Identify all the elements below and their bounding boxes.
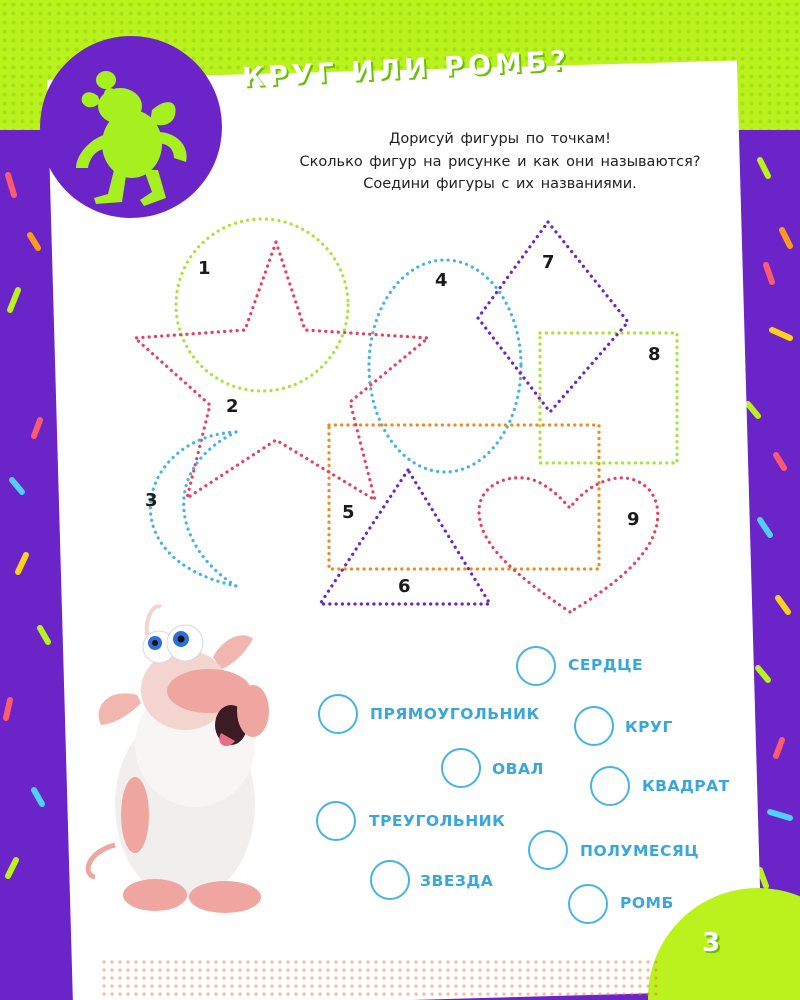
- figure-number: 4: [435, 270, 448, 291]
- figure-number: 3: [145, 490, 158, 511]
- halftone-dots-bottom: [100, 950, 660, 1000]
- name-label-zvezda: ЗВЕЗДА: [420, 872, 494, 890]
- name-label-oval: ОВАЛ: [492, 760, 544, 778]
- name-label-sertse: СЕРДЦЕ: [568, 656, 644, 674]
- answer-circle-polumesyats[interactable]: [528, 830, 568, 870]
- instruction-line: Дорисуй фигуры по точкам!: [389, 131, 611, 147]
- name-label-treugolnik: ТРЕУГОЛЬНИК: [369, 812, 506, 830]
- figure-number: 7: [542, 252, 555, 273]
- page-number: 3: [702, 928, 721, 958]
- figure-number: 5: [342, 502, 355, 523]
- figure-oval: [369, 260, 521, 472]
- answer-circle-krug[interactable]: [574, 706, 614, 746]
- answer-circle-pryamougolnik[interactable]: [318, 694, 358, 734]
- figure-number: 6: [398, 576, 411, 597]
- figure-circle: [176, 219, 348, 391]
- figure-number: 9: [627, 509, 640, 530]
- answer-circle-kvadrat[interactable]: [590, 766, 630, 806]
- instruction-line: Соедини фигуры с их названиями.: [363, 176, 637, 192]
- figure-rectangle: [329, 425, 599, 569]
- page-title: КРУГ ИЛИ РОМБ?: [241, 45, 571, 94]
- name-label-romb: РОМБ: [620, 894, 674, 912]
- figure-number: 2: [226, 396, 239, 417]
- answer-circle-zvezda[interactable]: [370, 860, 410, 900]
- figure-rhombus: [478, 222, 628, 412]
- figure-star: [135, 242, 428, 500]
- figure-heart: [479, 478, 658, 612]
- figure-crescent: [150, 432, 236, 586]
- name-label-krug: КРУГ: [625, 718, 673, 736]
- figure-number: 8: [648, 344, 661, 365]
- name-label-kvadrat: КВАДРАТ: [642, 777, 730, 795]
- name-label-polumesyats: ПОЛУМЕСЯЦ: [580, 842, 700, 860]
- figure-number: 1: [198, 258, 211, 279]
- answer-circle-romb[interactable]: [568, 884, 608, 924]
- answer-circle-oval[interactable]: [441, 748, 481, 788]
- answer-circle-treugolnik[interactable]: [316, 801, 356, 841]
- instruction-line: Сколько фигур на рисунке и как они называются?: [299, 153, 701, 170]
- booba-character-illustration: [75, 595, 325, 920]
- name-label-pryamougolnik: ПРЯМОУГОЛЬНИК: [370, 705, 540, 723]
- answer-circle-sertse[interactable]: [516, 646, 556, 686]
